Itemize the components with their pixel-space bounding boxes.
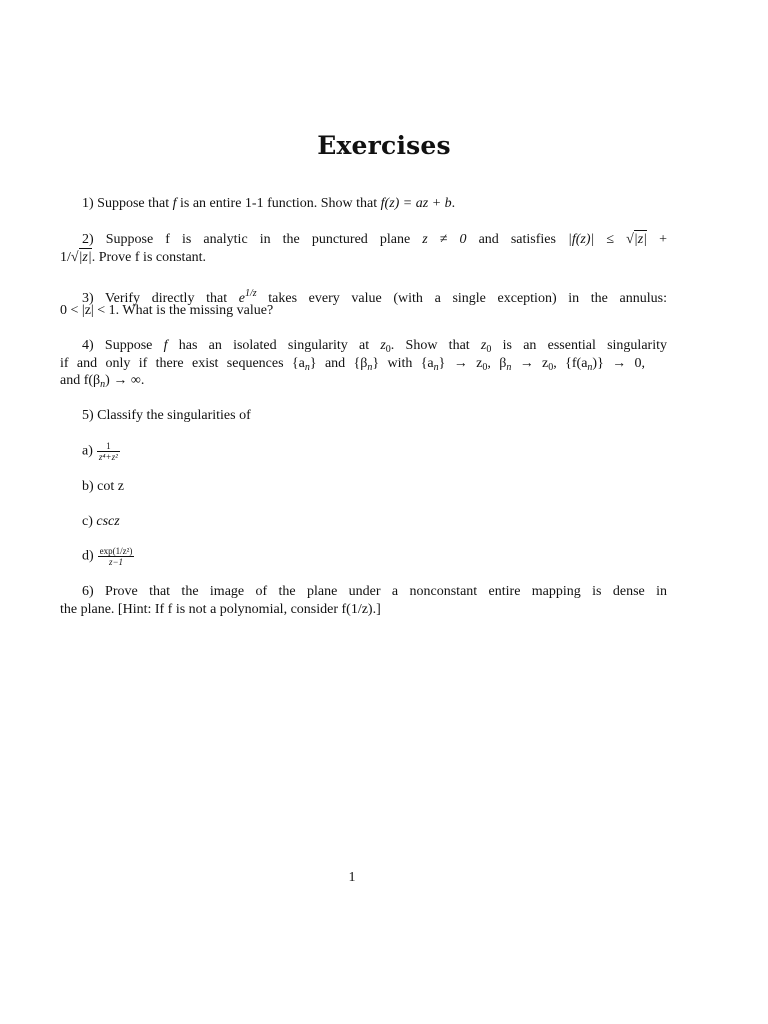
exercise-4-l2-sub0b: 0 bbox=[548, 362, 554, 373]
exercise-5-d-label: d) bbox=[82, 548, 94, 564]
exercise-1-formula: f(z) = az + b bbox=[380, 196, 452, 211]
exercise-4-l3-a: and f(β bbox=[60, 373, 101, 388]
exercise-1-end: . bbox=[451, 196, 456, 211]
exercise-2-line-2 bbox=[60, 249, 645, 267]
exercise-4-l2-sub4: n bbox=[506, 362, 512, 373]
exercise-4-l2-sub1: n bbox=[304, 362, 310, 373]
exercise-3-b: takes every value (with a single exception) in the annulus: bbox=[256, 291, 667, 306]
exercise-4-line-3 bbox=[60, 372, 645, 394]
exercise-1-lead: 1) Suppose that bbox=[82, 196, 173, 211]
exercise-4-z0a-sub: 0 bbox=[385, 344, 391, 355]
exercise-4-l2-e: , β bbox=[487, 356, 507, 371]
page-title: Exercises bbox=[317, 131, 451, 160]
page-number: 1 bbox=[348, 870, 356, 885]
exercise-5-d-fraction bbox=[98, 546, 135, 567]
exercise-5-d-numerator: exp(1/z²) bbox=[99, 546, 133, 556]
exercise-5-c-expression: cscz bbox=[96, 514, 120, 529]
exercise-3-a: 3) Verify directly that bbox=[82, 291, 239, 306]
exercise-4-l2-g: , {f(a bbox=[553, 356, 588, 371]
exercise-3-exp-sup: 1/z bbox=[244, 288, 257, 299]
exercise-4-l3-sub: n bbox=[100, 379, 106, 390]
exercise-4-l2-c: } with {a bbox=[372, 356, 434, 371]
exercise-5-item-a bbox=[60, 441, 667, 462]
exercise-3-line-2: 0 < |z| < 1. What is the missing value? bbox=[60, 303, 274, 318]
exercise-2-abs: |f(z)| ≤ √ bbox=[568, 232, 634, 247]
exercise-5-b-expression: cot z bbox=[97, 479, 124, 494]
exercise-6-line-2: the plane. [Hint: If f is not a polynomial, consider f(1/z).] bbox=[60, 602, 381, 617]
exercise-6-line-1: 6) Prove that the image of the plane under a nonconstant entire mapping is dense in bbox=[82, 584, 667, 599]
exercise-4-l3-b: ) → ∞. bbox=[105, 373, 145, 388]
exercise-5-a-denominator: z⁴+z² bbox=[98, 452, 118, 462]
exercise-5-a-numerator: 1 bbox=[97, 441, 120, 452]
exercise-2-text: 2) Suppose f is analytic in the punctured plane bbox=[82, 232, 423, 247]
exercise-4-l2-f: → z bbox=[511, 356, 549, 371]
exercise-1-f: f bbox=[172, 196, 177, 211]
exercise-5-a-fraction bbox=[97, 441, 120, 462]
exercise-5-d-denominator: z−1 bbox=[108, 557, 124, 567]
exercise-4-l2-sub5: n bbox=[587, 362, 593, 373]
exercise-4-l2-sub0a: 0 bbox=[482, 362, 488, 373]
exercise-4-l2-d: } → z bbox=[438, 356, 483, 371]
exercise-4-l2-h: )} → 0, bbox=[592, 356, 646, 371]
exercise-3-exp-base: e bbox=[238, 291, 245, 306]
exercise-2-rest: . Prove f is constant. bbox=[91, 250, 207, 265]
exercise-4-z0b-sub: 0 bbox=[486, 344, 492, 355]
exercise-5-c-label: c) bbox=[82, 514, 93, 529]
exercise-4-l2-b: } and {β bbox=[309, 356, 368, 371]
exercise-2-condition: z ≠ 0 bbox=[422, 232, 467, 247]
exercise-4-l2-a: if and only if there exist sequences {a bbox=[60, 356, 305, 371]
exercise-4-a: 4) Suppose bbox=[82, 338, 164, 353]
exercise-5-b-label: b) bbox=[82, 479, 94, 494]
exercise-5-item-d bbox=[60, 546, 667, 567]
exercise-4-c: . Show that bbox=[390, 338, 481, 353]
exercise-4-l2-sub3: n bbox=[433, 362, 439, 373]
exercise-4-z0b: z bbox=[480, 338, 487, 353]
exercise-2-mid: and satisfies bbox=[466, 232, 569, 247]
exercise-4-z0a: z bbox=[380, 338, 386, 353]
exercise-4-b: has an isolated singularity at bbox=[167, 338, 381, 353]
exercise-4-f: f bbox=[163, 338, 168, 353]
exercise-5-a-label: a) bbox=[82, 443, 93, 459]
exercise-5-intro: 5) Classify the singularities of bbox=[82, 408, 251, 423]
exercise-2-line-1 bbox=[60, 231, 667, 249]
exercise-5-item-b bbox=[60, 478, 667, 496]
exercise-1-mid: is an entire 1-1 function. Show that bbox=[176, 196, 381, 211]
exercise-1 bbox=[60, 195, 667, 213]
exercise-4-l2-sub2: n bbox=[367, 362, 373, 373]
exercise-2-plus: + bbox=[647, 232, 667, 247]
exercise-2-root: |z| bbox=[633, 232, 648, 247]
exercise-5-item-c bbox=[60, 513, 667, 531]
exercise-2-root-2: |z| bbox=[78, 250, 92, 265]
exercise-4-d: is an essential singularity bbox=[491, 338, 667, 353]
exercise-2-one: 1/√ bbox=[60, 250, 79, 265]
